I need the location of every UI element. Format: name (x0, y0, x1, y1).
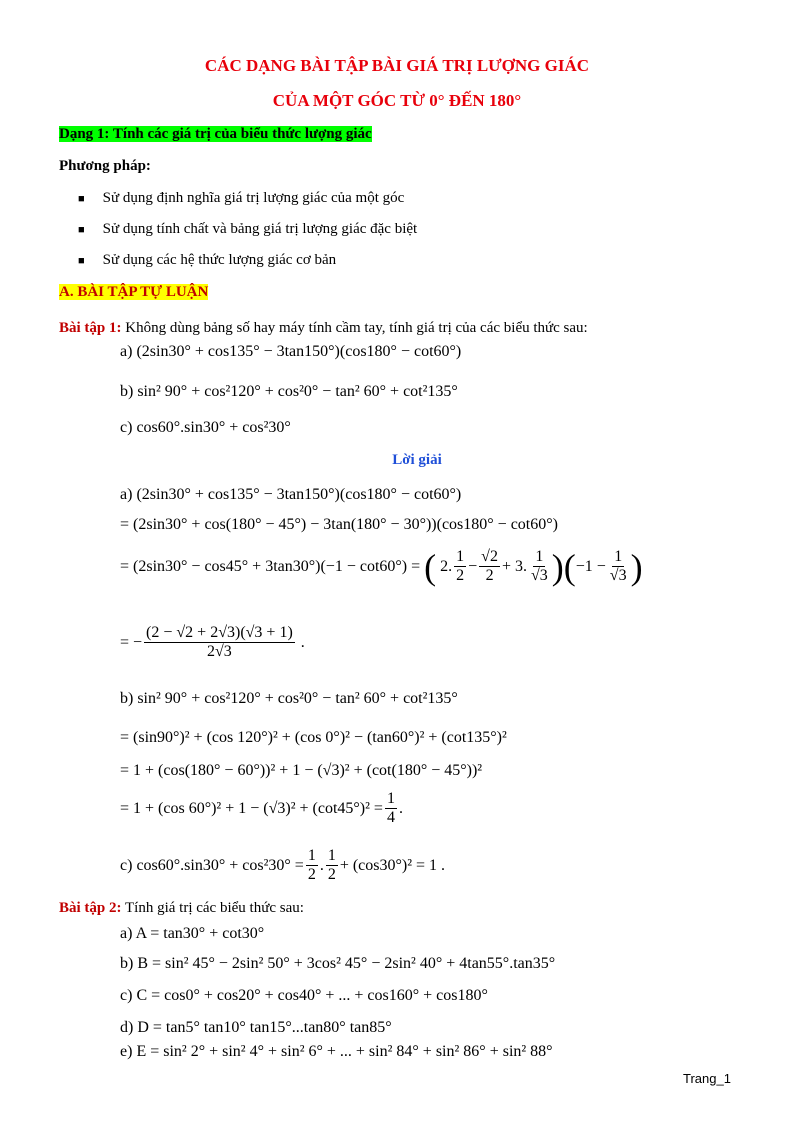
solution-heading: Lời giải (392, 452, 442, 468)
method-item: ■ Sử dụng các hệ thức lượng giác cơ bản (78, 252, 337, 268)
method-item: ■ Sử dụng định nghĩa giá trị lượng giác của một góc (78, 190, 405, 206)
solution-b-line-4: = 1 + (cos 60°)² + 1 − (√3)² + (cot45°)² = $\frac{1}{4}$ . (120, 790, 403, 827)
solution-b-line-1: b) sin² 90° + cos²120° + cos²0° − tan² 60° + cot²135° (120, 690, 458, 707)
solution-a-line-1: a) (2sin30° + cos135° − 3tan150°)(cos180° − cot60°) (120, 486, 462, 503)
ex2-item-b: b) B = sin² 45° − 2sin² 50° + 3cos² 45° − 2sin² 40° + 4tan55°.tan35° (120, 955, 556, 972)
ex2-item-d: d) D = tan5° tan10° tan15°...tan80° tan85° (120, 1019, 392, 1036)
section-a-heading: A. BÀI TẬP TỰ LUẬN (59, 284, 209, 300)
solution-b-line-3: = 1 + (cos(180° − 60°))² + 1 − (√3)² + (cot(180° − 45°))² (120, 762, 483, 779)
dang1-heading: Dạng 1: Tính các giá trị của biểu thức lượng giác (59, 126, 372, 142)
ex1-item-b: b) sin² 90° + cos²120° + cos²0° − tan² 60° + cot²135° (120, 383, 458, 400)
solution-b-line-2: = (sin90°)² + (cos 120°)² + (cos 0°)² − (tan60°)² + (cot135°)² (120, 729, 507, 746)
exercise-1-prompt: Bài tập 1: Không dùng bảng số hay máy tính cầm tay, tính giá trị của các biểu thức sau: (59, 320, 588, 336)
exercise-2-prompt: Bài tập 2: Tính giá trị các biểu thức sau: (59, 900, 304, 916)
method-label: Phương pháp: (59, 158, 151, 174)
ex2-item-e: e) E = sin² 2° + sin² 4° + sin² 6° + ... + sin² 84° + sin² 86° + sin² 88° (120, 1043, 553, 1060)
title-line-2: CỦA MỘT GÓC TỪ 0° ĐẾN 180° (272, 91, 522, 110)
ex2-item-a: a) A = tan30° + cot30° (120, 925, 265, 942)
title-line-1: CÁC DẠNG BÀI TẬP BÀI GIÁ TRỊ LƯỢNG GIÁC (204, 56, 590, 75)
solution-a-line-3: = (2sin30° − cos45° + 3tan30°)(−1 − cot60°) = ( 2. 1 2 − $\frac{√2}{2}$ + 3. 1 √3 )( −1 − $\frac{1}{√3}$ ) (120, 546, 643, 587)
ex1-item-a: a) (2sin30° + cos135° − 3tan150°)(cos180° − cot60°) (120, 343, 462, 360)
method-item: ■ Sử dụng tính chất và bảng giá trị lượng giác đặc biệt (78, 221, 418, 237)
solution-a-line-2: = (2sin30° + cos(180° − 45°) − 3tan(180° − 30°))(cos180° − cot60°) (120, 516, 558, 533)
ex2-item-c: c) C = cos0° + cos20° + cos40° + ... + cos160° + cos180° (120, 987, 488, 1004)
page-number: Trang_1 (683, 1071, 731, 1086)
solution-a-result: = − $\frac{(2 - √2 + 2√3)(√3 + 1)}{2√3}$ . (120, 624, 305, 661)
solution-c: c) cos60°.sin30° + cos²30° = $\frac{1}{2}$ . 1 2 + (cos30°)² = 1 . (120, 847, 446, 884)
ex1-item-c: c) cos60°.sin30° + cos²30° (120, 419, 291, 436)
